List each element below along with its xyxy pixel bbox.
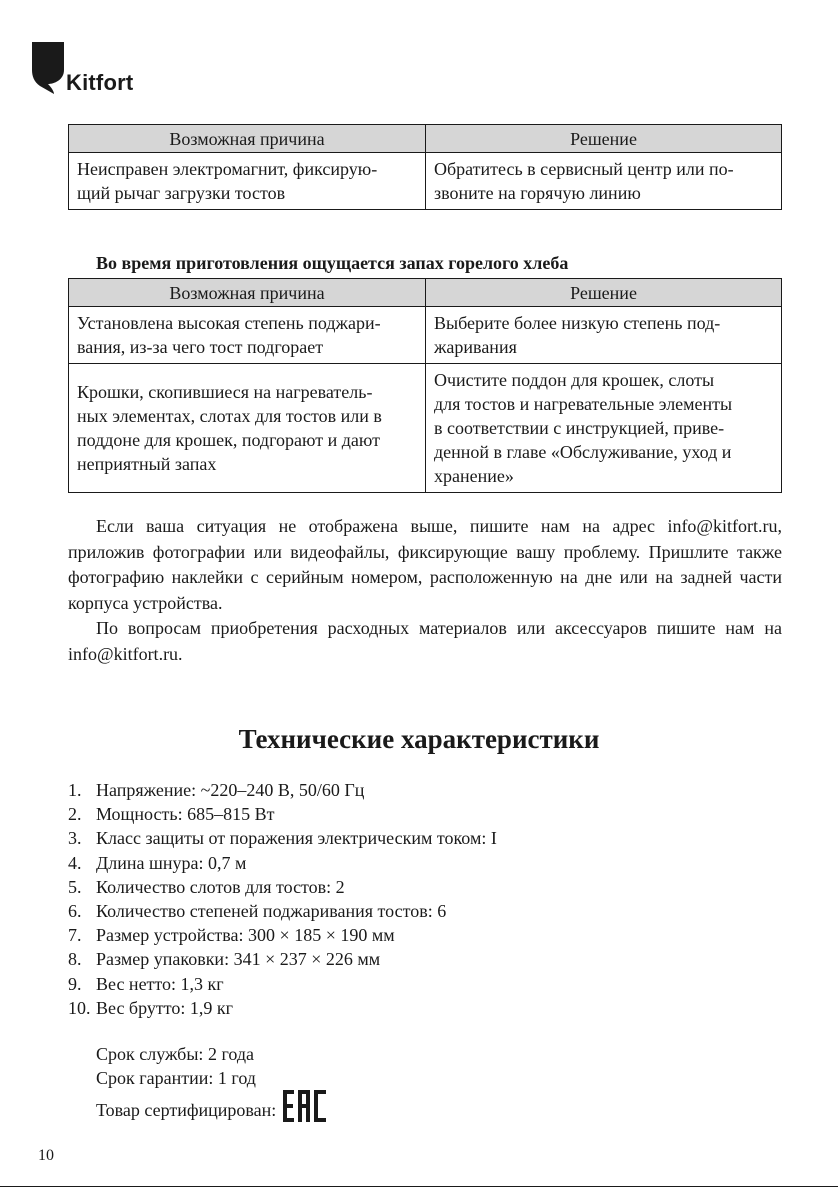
item-number: 7.: [68, 925, 82, 946]
list-item: [68, 972, 497, 996]
list-item: [68, 923, 497, 947]
note-paragraph: Если ваша ситуация не отображена выше, пишите нам на адрес info@kitfort.ru, приложив фотографии или видеофайлы, фиксирующие вашу проблему. Пришлите также фотографию наклейки с серийным номером, расположенную на дне или на задней части корпуса устройства.: [68, 516, 782, 613]
item-text: Класс защиты от поражения электрическим током: I: [96, 828, 497, 849]
kitfort-logo-icon: [30, 40, 68, 96]
cell-line: денной в главе «Обслуживание, уход и: [434, 442, 732, 462]
item-number: 6.: [68, 901, 82, 922]
cell-line: Выберите более низкую степень под-: [434, 313, 721, 333]
item-text: Вес нетто: 1,3 кг: [96, 973, 224, 994]
item-number: 2.: [68, 804, 82, 825]
column-header-solution: Решение: [426, 279, 782, 307]
troubleshooting-table-2: [68, 278, 782, 493]
column-header-cause: Возможная причина: [69, 279, 426, 307]
cell-line: звоните на горячую линию: [434, 183, 641, 203]
item-text: Количество степеней поджаривания тостов: 6: [96, 901, 447, 922]
table-header-row: [69, 279, 782, 307]
certification-row: [96, 1090, 327, 1122]
contact-notes: [68, 514, 782, 667]
item-text: Вес брутто: 1,9 кг: [96, 997, 233, 1018]
cell-line: неприятный запах: [77, 454, 217, 474]
solution-cell: [426, 153, 782, 210]
item-text: Мощность: 685–815 Вт: [96, 804, 275, 825]
list-item: [68, 802, 497, 826]
item-text: Размер устройства: 300 × 185 × 190 мм: [96, 925, 395, 946]
list-item: [68, 875, 497, 899]
list-item: [68, 826, 497, 850]
cause-cell: [69, 307, 426, 364]
item-text: Напряжение: ~220–240 В, 50/60 Гц: [96, 780, 365, 800]
list-item: [68, 996, 497, 1020]
service-life: Срок службы: 2 года: [96, 1044, 255, 1064]
cell-line: Установлена высокая степень поджари-: [77, 313, 381, 333]
cell-line: жаривания: [434, 337, 517, 357]
item-number: 9.: [68, 973, 82, 994]
cell-line: Обратитесь в сервисный центр или по-: [434, 159, 734, 179]
column-header-solution: Решение: [426, 125, 782, 153]
brand-name: Kitfort: [66, 70, 134, 95]
item-number: 5.: [68, 876, 82, 897]
specs-list: [68, 778, 497, 1020]
item-number: 4.: [68, 852, 82, 873]
item-text: Длина шнура: 0,7 м: [96, 852, 247, 873]
cause-cell: [69, 153, 426, 210]
cell-line: для тостов и нагревательные элементы: [434, 394, 733, 414]
bottom-rule: [0, 1186, 838, 1187]
cell-line: Неисправен электромагнит, фиксирую-: [77, 159, 378, 179]
list-item: [68, 851, 497, 875]
item-number: 10.: [68, 997, 91, 1018]
column-header-cause: Возможная причина: [69, 125, 426, 153]
warranty-info: [96, 1042, 327, 1123]
item-number: 3.: [68, 828, 82, 849]
cell-line: в соответствии с инструкцией, приве-: [434, 418, 725, 438]
solution-cell: [426, 307, 782, 364]
list-item: [68, 947, 497, 971]
table-header-row: [69, 125, 782, 153]
cell-line: Крошки, скопившиеся на нагреватель-: [77, 382, 373, 402]
table-row: [69, 153, 782, 210]
list-item: [68, 899, 497, 923]
cell-line: ных элементах, слотах для тостов или в: [77, 406, 382, 426]
table-row: [69, 364, 782, 493]
note-paragraph: По вопросам приобретения расходных материалов или аксессуаров пишите нам на info@kitfort.ru.: [68, 618, 782, 664]
section-heading: Во время приготовления ощущается запах горелого хлеба: [96, 253, 569, 273]
troubleshooting-table-1: [68, 124, 782, 210]
item-number: 1.: [68, 780, 82, 800]
warranty-period: Срок гарантии: 1 год: [96, 1068, 256, 1089]
kitfort-logo: [30, 40, 150, 100]
cell-line: щий рычаг загрузки тостов: [77, 183, 286, 203]
item-number: 8.: [68, 949, 82, 970]
certification-label: Товар сертифицирован:: [96, 1100, 277, 1121]
cause-cell: [69, 364, 426, 493]
cell-line: вания, из-за чего тост подгорает: [77, 337, 324, 357]
item-text: Размер упаковки: 341 × 237 × 226 мм: [96, 949, 381, 970]
item-text: Количество слотов для тостов: 2: [96, 876, 345, 897]
page-number: 10: [38, 1147, 54, 1164]
cell-line: поддоне для крошек, подгорают и дают: [77, 430, 380, 450]
list-item: [68, 778, 497, 802]
cell-line: Очистите поддон для крошек, слоты: [434, 370, 715, 390]
solution-cell: [426, 364, 782, 493]
table-row: [69, 307, 782, 364]
eac-mark-icon: [283, 1090, 327, 1122]
specs-title: Технические характеристики: [238, 724, 600, 754]
cell-line: хранение»: [434, 466, 514, 486]
